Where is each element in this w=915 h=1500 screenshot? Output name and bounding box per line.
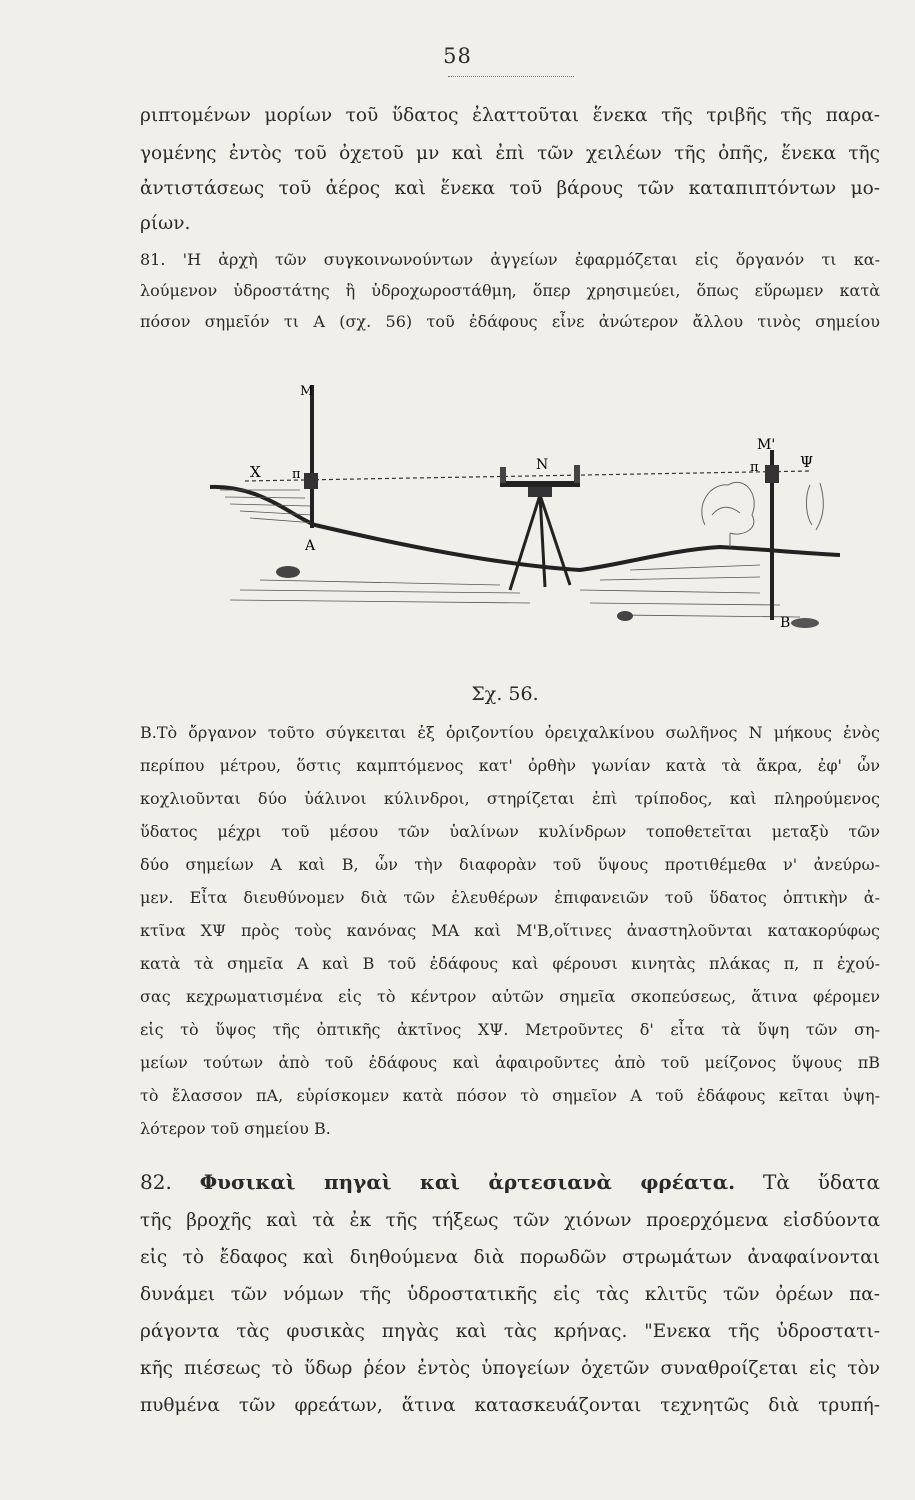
text-line: ἀντιστάσεως τοῦ ἀέρος καὶ ἕνεκα τοῦ βάρους τῶν καταπιπτόντων μο-: [140, 178, 880, 199]
label-x: Χ: [250, 463, 261, 481]
stone: [617, 611, 633, 621]
page-number-rule: [448, 76, 574, 77]
section-82-line: κῆς πιέσεως τὸ ὕδωρ ῥέον ἐντὸς ὑπογείων ὀχετῶν συναθροίζεται εἰς τὸν: [140, 1358, 880, 1379]
label-pi-left: π: [292, 467, 301, 482]
glass-cylinder-left: [500, 467, 506, 483]
description-line: μεν. Εἶτα διευθύνομεν διὰ τῶν ἐλευθέρων ἐπιφανειῶν τοῦ ὕδατος ὀπτικὴν ἀ-: [140, 888, 880, 907]
stone: [276, 566, 300, 578]
sight-line: [245, 471, 810, 481]
section-82-heading-line: [140, 1172, 880, 1192]
label-a: Α: [305, 538, 316, 554]
text-line: ριπτομένων μορίων τοῦ ὕδατος ἐλαττοῦται ἕνεκα τῆς τριβῆς τῆς παρα-: [140, 105, 880, 126]
section-82-title: Φυσικαὶ πηγαὶ καὶ ἀρτεσιανὰ φρέατα.: [199, 1170, 736, 1194]
section-82-number: 82.: [140, 1170, 172, 1194]
section-82-first-words: Τὰ ὕδατα: [763, 1170, 881, 1194]
section-81-line: 81. 'Η ἀρχὴ τῶν συγκοινωνούντων ἀγγείων ἐφαρμόζεται εἰς ὄργανόν τι κα-: [140, 250, 880, 269]
label-pi-right: π: [750, 460, 759, 475]
description-line: τὸ ἔλασσον πΑ, εὑρίσκομεν κατὰ πόσον τὸ σημεῖον Α τοῦ ἐδάφους κεῖται ὑψη-: [140, 1086, 880, 1105]
figure-caption: Σχ. 56.: [471, 683, 539, 705]
section-82-line: τῆς βροχῆς καὶ τὰ ἐκ τῆς τήξεως τῶν χιόνων προερχόμενα εἰσδύοντα: [140, 1210, 880, 1231]
description-line: κοχλιοῦνται δύο ὑάλινοι κύλινδροι, στηρίζεται ἐπὶ τρίποδος, καὶ πληρούμενος: [140, 789, 880, 808]
section-82-line: πυθμένα τῶν φρεάτων, ἅτινα κατασκευάζονται τεχνητῶς διὰ τρυπή-: [140, 1395, 880, 1416]
description-line: εἰς τὸ ὕψος τῆς ὀπτικῆς ἀκτῖνος ΧΨ. Μετροῦντες δ' εἶτα τὰ ὕψη τῶν ση-: [140, 1020, 880, 1039]
label-n: Ν: [536, 457, 549, 473]
description-line: μείων τούτων ἀπὸ τοῦ ἐδάφους καὶ ἀφαιροῦντες ἀπὸ τοῦ μείζονος ὕψους πΒ: [140, 1053, 880, 1072]
description-line: κατὰ τὰ σημεῖα Α καὶ Β τοῦ ἐδάφους καὶ φέρουσι κινητὰς πλάκας π, π ἐχού-: [140, 954, 880, 973]
section-82-line: εἰς τὸ ἔδαφος καὶ διηθούμενα διὰ πορωδῶν στρωμάτων ἀναφαίνονται: [140, 1247, 880, 1268]
ground-profile: [210, 487, 840, 570]
text-line: γομένης ἐντὸς τοῦ ὀχετοῦ μν καὶ ἐπὶ τῶν χειλέων τῆς ὀπῆς, ἕνεκα τῆς: [140, 143, 880, 164]
tripod: [510, 495, 570, 590]
description-line: Β.Τὸ ὄργανον τοῦτο σύγκειται ἐξ ὁριζοντίου ὀρειχαλκίνου σωλῆνος Ν μήκους ἑνὸς: [140, 723, 880, 742]
section-81-line: λούμενον ὑδροστάτης ἢ ὑδροχωροστάθμη, ὅπερ χρησιμεύει, ὅπως εὕρωμεν κατὰ: [140, 281, 880, 300]
label-y: Ψ: [800, 453, 814, 471]
tripod-head: [528, 487, 552, 497]
description-line: περίπου μέτρου, ὅστις καμπτόμενος κατ' ὀρθὴν γωνίαν κατὰ τὰ ἄκρα, ἐφ' ὧν: [140, 756, 880, 775]
description-line: κτῖνα ΧΨ πρὸς τοὺς κανόνας ΜΑ καὶ Μ'Β,οἵτινες ἀναστηλοῦνται κατακορύφως: [140, 921, 880, 940]
section-81-line: πόσον σημεῖόν τι Α (σχ. 56) τοῦ ἐδάφους εἶνε ἀνώτερον ἄλλου τινὸς σημείου: [140, 312, 880, 331]
description-line: λότερον τοῦ σημείου Β.: [140, 1119, 331, 1138]
text-line: ρίων.: [140, 213, 191, 234]
page-number: 58: [443, 44, 472, 68]
glass-cylinder-right: [574, 465, 580, 483]
label-m-left: Μ: [300, 384, 314, 399]
sight-plate-left: [304, 473, 318, 489]
description-line: σας κεχρωματισμένα εἰς τὸ κέντρον αὐτῶν σημεῖα σκοπεύσεως, ἅτινα φέρομεν: [140, 987, 880, 1006]
section-82-line: ράγοντα τὰς φυσικὰς πηγὰς καὶ τὰς κρήνας. "Ενεκα τῆς ὑδροστατι-: [140, 1321, 880, 1342]
water-level-figure: [200, 365, 840, 665]
stone: [791, 618, 819, 628]
description-line: δύο σημείων Α καὶ Β, ὧν τὴν διαφορὰν τοῦ ὕψους προτιθέμεθα ν' ἀνεύρω-: [140, 855, 880, 874]
section-82-line: δυνάμει τῶν νόμων τῆς ὑδροστατικῆς εἰς τὰς κλιτῦς τῶν ὀρέων πα-: [140, 1284, 880, 1305]
label-b: Β: [780, 615, 791, 631]
brass-tube-n: [500, 481, 580, 487]
label-m-right: Μ': [757, 437, 776, 453]
description-line: ὕδατος μέχρι τοῦ μέσου τῶν ὑαλίνων κυλίνδρων τοποθετεῖται μεταξὺ τῶν: [140, 822, 880, 841]
tree-sketch: [702, 482, 824, 547]
sight-plate-right: [765, 465, 779, 483]
